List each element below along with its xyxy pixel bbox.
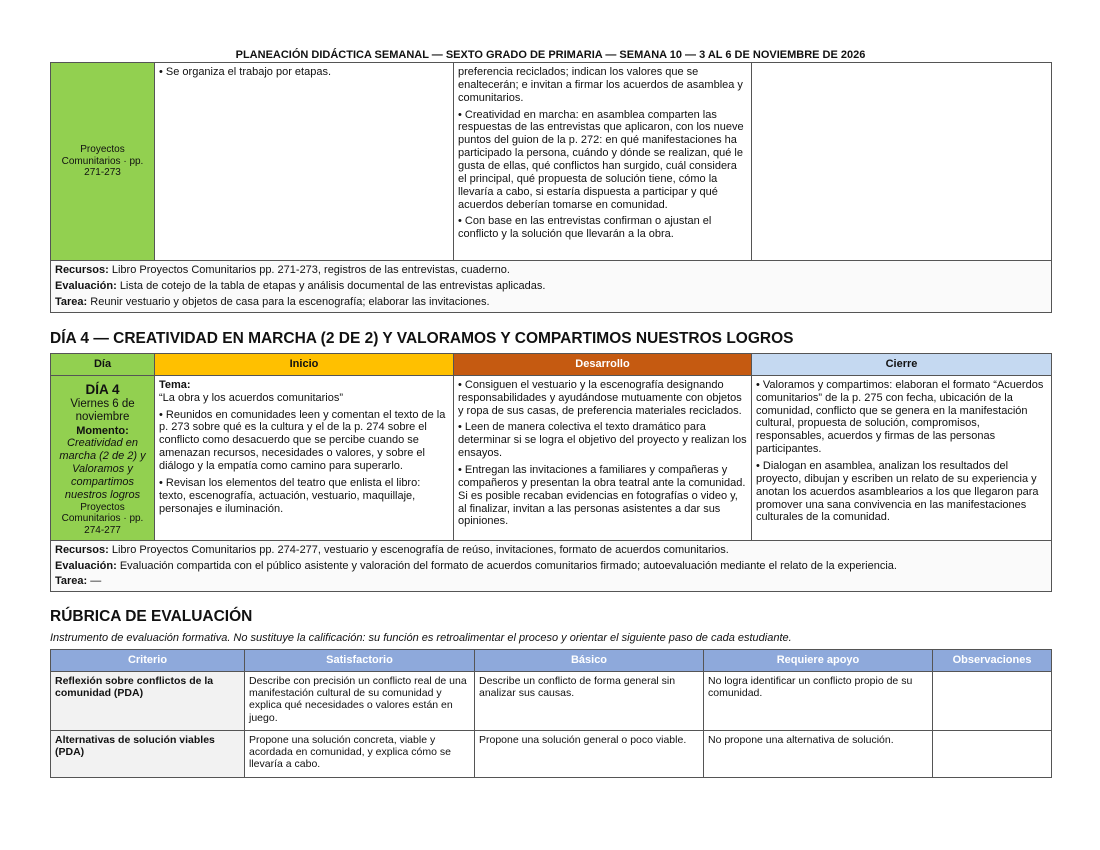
tarea-line xyxy=(55,575,1047,588)
inicio-cell xyxy=(155,63,454,261)
meta-cell xyxy=(51,261,1052,313)
rubric-criterio: Reflexión sobre conflictos de la comunidad (PDA) xyxy=(51,671,245,730)
day4-content-row xyxy=(51,375,1052,540)
rubric-header-observaciones: Observaciones xyxy=(933,650,1052,672)
rubric-criterio: Alternativas de solución viables (PDA) xyxy=(51,730,245,777)
rubric-requiere-apoyo: No propone una alternativa de solución. xyxy=(704,730,933,777)
desarrollo-bullet: • Creatividad en marcha: en asamblea comparten las respuestas de las entrevistas que aplicaron, con los nueve puntos del guion de la p. 272: en qué manifestaciones ha participado la persona, cuándo y dónde se realizan, qué le gusta de ellas, qué conflictos han surgido, cuál considera el principal, qué propuesta de solución tiene, cómo la llevaría a cabo, si estaría dispuesta a participar y qué acuerdos deberían tomarse en comunidad. xyxy=(458,108,744,211)
cierre-bullet: • Dialogan en asamblea, analizan los resultados del proyecto, dibujan y escriben un relato de su experiencia y anotan los acuerdos asamblearios a los que llegaron para promover una sana convivencia en las manifestaciones culturales de la comunidad. xyxy=(756,460,1039,524)
evaluacion-text: Lista de cotejo de la tabla de etapas y análisis documental de las entrevistas aplicadas. xyxy=(119,279,546,292)
rubric-basico: Propone una solución general o poco viable. xyxy=(475,730,704,777)
recursos-text: Libro Proyectos Comunitarios pp. 274-277, vestuario y escenografía de reúso, invitaciones, formato de acuerdos comunitarios. xyxy=(111,543,729,556)
header-cierre: Cierre xyxy=(752,354,1052,376)
tema-text: “La obra y los acuerdos comunitarios” xyxy=(159,391,344,404)
day-cell xyxy=(51,63,155,261)
document-title: PLANEACIÓN DIDÁCTICA SEMANAL — SEXTO GRADO DE PRIMARIA — SEMANA 10 — 3 AL 6 DE NOVIEMBRE DE 2026 xyxy=(235,49,866,61)
header-desarrollo: Desarrollo xyxy=(454,354,752,376)
inicio-bullet: • Se organiza el trabajo por etapas. xyxy=(159,66,332,78)
day4-meta-cell xyxy=(51,540,1052,592)
tarea-text: Reunir vestuario y objetos de casa para la escenografía; elaborar las invitaciones. xyxy=(90,295,490,308)
rubric-heading: RÚBRICA DE EVALUACIÓN xyxy=(50,608,253,625)
tarea-label: Tarea: xyxy=(55,295,88,308)
rubric-basico: Describe un conflicto de forma general sin analizar sus causas. xyxy=(475,671,704,730)
day4-desarrollo-cell xyxy=(454,375,752,540)
rubric-table xyxy=(50,649,1052,778)
recursos-label: Recursos: xyxy=(55,543,109,556)
rubric-observaciones xyxy=(933,730,1052,777)
day4-cierre-cell xyxy=(752,375,1052,540)
day4-plan-table xyxy=(50,353,1052,592)
desarrollo-bullet: • Consiguen el vestuario y la escenografía designando responsabilidades y ayudándose mutuamente con objetos y ropa de sus casas, de preferencia materiales reciclados. xyxy=(458,378,742,417)
rubric-header-requiere-apoyo: Requiere apoyo xyxy=(704,650,933,672)
desarrollo-bullet: • Entregan las invitaciones a familiares y compañeras y compañeros y presentan la obra teatral ante la comunidad. Si es posible recaban evidencias en fotografías o video y, al finalizar, invitan a las personas asistentes a dar sus opiniones. xyxy=(458,464,746,528)
desarrollo-bullet: • Con base en las entrevistas confirman o ajustan el conflicto y la solución que llevarán a la obra. xyxy=(458,215,712,241)
recursos-label: Recursos: xyxy=(55,264,109,276)
evaluacion-line xyxy=(55,560,1047,573)
rubric-satisfactorio: Propone una solución concreta, viable y acordada en comunidad, y explica cómo se llevaría a cabo. xyxy=(245,730,475,777)
day4-header-row xyxy=(51,354,1052,376)
book-reference: Proyectos Comunitarios · pp. 271-273 xyxy=(61,143,144,179)
cierre-cell xyxy=(752,63,1052,261)
continued-plan-row xyxy=(51,63,1052,261)
header-dia: Día xyxy=(51,354,155,376)
momento-text: Creatividad en marcha (2 de 2) y Valoramos y compartimos nuestros logros xyxy=(59,437,146,501)
momento-label: Momento: xyxy=(76,424,129,437)
meta-row xyxy=(51,261,1052,313)
recursos-text: Libro Proyectos Comunitarios pp. 271-273, registros de las entrevistas, cuaderno. xyxy=(111,264,510,276)
rubric-row xyxy=(51,730,1052,777)
evaluacion-text: Evaluación compartida con el público asistente y valoración del formato de acuerdos comunitarios firmado; autoevaluación mediante el relato de la experiencia. xyxy=(119,559,897,572)
tarea-line xyxy=(55,296,1047,309)
rubric-row xyxy=(51,671,1052,730)
day4-day-cell xyxy=(51,375,155,540)
book-reference: Proyectos Comunitarios · pp. 274-277 xyxy=(61,501,144,537)
rubric-header-satisfactorio: Satisfactorio xyxy=(245,650,475,672)
rubric-subtitle: Instrumento de evaluación formativa. No sustituye la calificación: su función es retroalimentar el proceso y orientar el siguiente paso de cada estudiante. xyxy=(50,632,792,644)
day-date: Viernes 6 de noviembre xyxy=(70,397,135,424)
cierre-bullet: • Valoramos y compartimos: elaboran el formato “Acuerdos comunitarios” de la p. 275 con fecha, ubicación de la comunidad, conflicto que se genera en la manifestación cultural, propuesta de solución, compromisos, responsables, acuerdos y firmas de las personas participantes. xyxy=(756,378,1044,456)
day4-meta-row xyxy=(51,540,1052,592)
desarrollo-bullet: • Leen de manera colectiva el texto dramático para determinar si se logra el objetivo del proyecto y realizan los ensayos. xyxy=(458,421,747,460)
tarea-text: — xyxy=(90,575,102,588)
recursos-line xyxy=(55,264,1047,277)
day-label: DÍA 4 xyxy=(85,381,120,397)
rubric-header-row xyxy=(51,650,1052,672)
desarrollo-bullet: preferencia reciclados; indican los valores que se enaltecerán; e invitan a firmar los acuerdos de asamblea y comunitarios. xyxy=(458,66,743,104)
inicio-bullet: • Revisan los elementos del teatro que enlista el libro: texto, escenografía, actuación, vestuario, maquillaje, personajes e iluminación. xyxy=(159,476,421,515)
tarea-label: Tarea: xyxy=(55,575,88,588)
rubric-requiere-apoyo: No logra identificar un conflicto propio de su comunidad. xyxy=(704,671,933,730)
evaluacion-label: Evaluación: xyxy=(55,559,117,572)
desarrollo-cell xyxy=(454,63,752,261)
continued-plan-table xyxy=(50,62,1052,313)
day4-heading: DÍA 4 — CREATIVIDAD EN MARCHA (2 DE 2) Y VALORAMOS Y COMPARTIMOS NUESTROS LOGROS xyxy=(50,330,794,347)
rubric-header-criterio: Criterio xyxy=(51,650,245,672)
tema-label: Tema: xyxy=(159,378,191,391)
recursos-line xyxy=(55,544,1047,557)
rubric-observaciones xyxy=(933,671,1052,730)
rubric-header-basico: Básico xyxy=(475,650,704,672)
inicio-bullet: • Reunidos en comunidades leen y comentan el texto de la p. 273 sobre qué es la cultura y el de la p. 274 sobre el conflicto como desacuerdo que se percibe cuando se amenazan recursos, necesidades o valores, y sobre el diálogo y la empatía como camino para superarlo. xyxy=(159,408,446,473)
rubric-satisfactorio: Describe con precisión un conflicto real de una manifestación cultural de su comunidad y explica qué necesidades o valores están en juego. xyxy=(245,671,475,730)
evaluacion-label: Evaluación: xyxy=(55,279,117,292)
evaluacion-line xyxy=(55,280,1047,293)
header-inicio: Inicio xyxy=(155,354,454,376)
day4-inicio-cell xyxy=(155,375,454,540)
